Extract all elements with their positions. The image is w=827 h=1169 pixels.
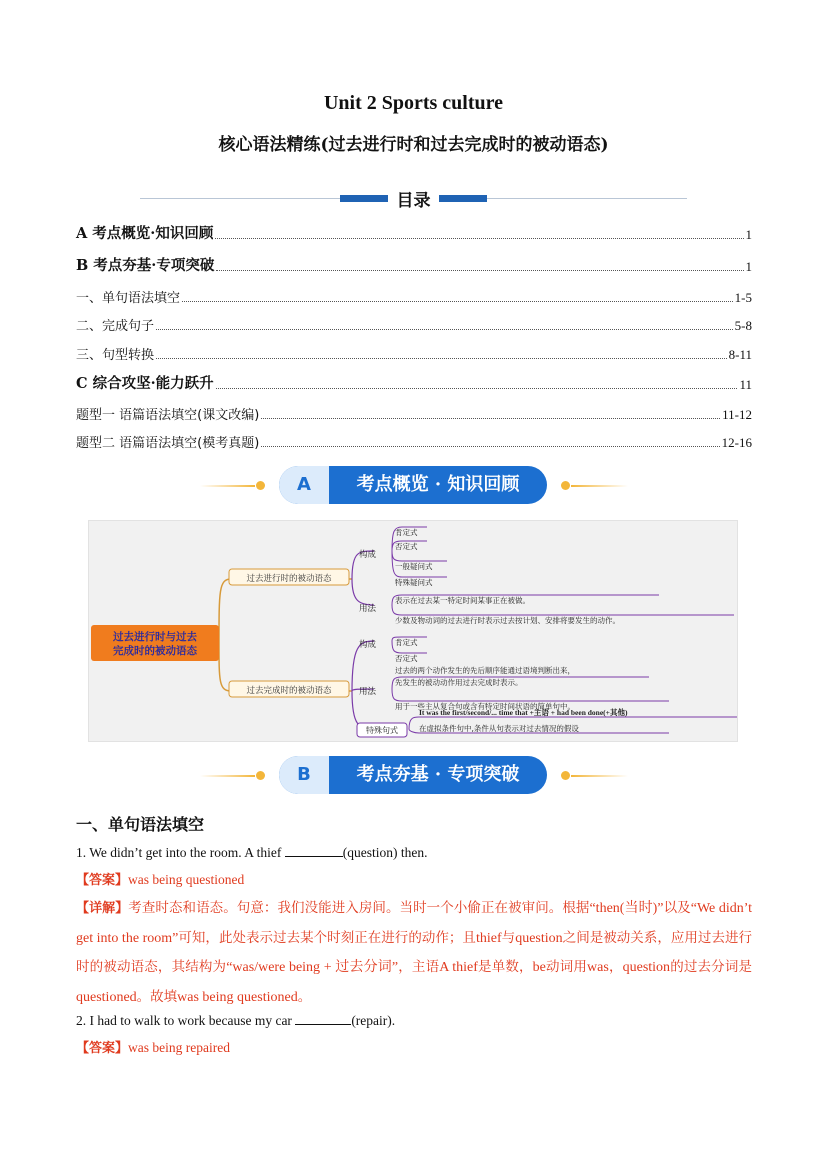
mindmap-b2-special: 特殊句式 — [366, 726, 398, 735]
answer-blank[interactable] — [285, 843, 343, 857]
section-heading: 一、单句语法填空 — [76, 815, 205, 834]
question-2: 2. I had to walk to work because my car (repair). — [76, 1013, 396, 1028]
mindmap-b1-use-item: 表示在过去某一特定时间某事正在被做。 — [395, 596, 530, 605]
banner-b-label: 考点夯基 · 专项突破 — [356, 764, 520, 785]
mindmap-b1-form-item: 一般疑问式 — [395, 562, 433, 571]
banner-a-letter: A — [279, 466, 329, 504]
toc-row[interactable] — [76, 432, 752, 451]
toc-row-text: 题型一 语篇语法填空(课文改编) — [76, 408, 260, 423]
mindmap-root-line2: 完成时的被动语态 — [113, 645, 197, 657]
toc-row[interactable] — [76, 315, 752, 334]
toc-row-page: 5-8 — [734, 318, 752, 333]
toc-row-text: A 考点概览·知识回顾 — [76, 225, 214, 242]
mindmap-b2-use-item: 用于一些主从复合句或含有特定时间状语的简单句中。 — [395, 702, 575, 711]
document-subtitle: 核心语法精练(过去进行时和过去完成时的被动语态) — [218, 135, 609, 155]
mindmap-special-item: 在虚拟条件句中,条件从句表示对过去情况的假设 — [419, 724, 579, 733]
mindmap-b2-use-line: 先发生的被动动作用过去完成时表示。 — [395, 678, 523, 687]
toc-row-text: 一、单句语法填空 — [76, 291, 181, 306]
mindmap-b2-form-item: 肯定式 — [395, 638, 418, 647]
section-banner-a — [200, 466, 628, 506]
section-banner-b — [200, 756, 628, 796]
mindmap-b1-form-item: 肯定式 — [395, 528, 418, 537]
banner-b-letter: B — [279, 756, 329, 794]
toc-row-page: 11-12 — [722, 407, 752, 422]
toc-heading — [140, 186, 687, 210]
grammar-mind-map — [88, 520, 738, 742]
mindmap-b2-use-line: 过去的两个动作发生的先后顺序能通过语境判断出来， — [395, 666, 575, 675]
mindmap-b1-form-item: 否定式 — [395, 542, 418, 551]
mindmap-b2-use: 用法 — [359, 687, 377, 697]
mindmap-b2-form: 构成 — [359, 640, 377, 650]
mindmap-b1-form-item: 特殊疑问式 — [395, 578, 433, 587]
toc-row-text: C 综合攻坚·能力跃升 — [76, 375, 214, 392]
toc-row[interactable] — [76, 404, 752, 423]
document-title: Unit 2 Sports culture — [323, 92, 504, 114]
toc-row[interactable] — [76, 222, 752, 243]
toc-row-page: 1-5 — [734, 290, 752, 305]
mindmap-b1-use: 用法 — [359, 604, 377, 614]
toc-row-page: 11 — [739, 377, 752, 392]
toc-row-page: 1 — [745, 259, 752, 274]
toc-row-page: 12-16 — [721, 435, 752, 450]
detail-1: 【详解】考查时态和语态。句意：我们没能进入房间。当时一个小偷正在被审问。根据“then(当时)”以及“We didn’t get into the room”可知，此处表示过去某个时刻正在进行的动作；且thief与question之间是被动关系，应用过去进行时的被动语态，其结构为“was/were being + 过去分词”，主语A thief是单数，be动词用was，question的过去分词是questioned。故填was being questioned。 — [76, 900, 753, 1005]
toc-row-text: B 考点夯基·专项突破 — [76, 257, 215, 274]
toc-row[interactable] — [76, 344, 752, 363]
toc-row-text: 三、句型转换 — [76, 348, 155, 363]
toc-heading-label: 目录 — [396, 191, 431, 211]
mindmap-b2-form-item: 否定式 — [395, 654, 418, 663]
toc-row-page: 8-11 — [728, 347, 752, 362]
toc-row[interactable] — [76, 372, 752, 393]
question-1: 1. We didn’t get into the room. A thief (question) then. — [76, 845, 428, 860]
mindmap-b1-use-item: 少数及物动词的过去进行时表示过去按计划、安排将要发生的动作。 — [395, 616, 620, 625]
answer-blank[interactable] — [295, 1011, 351, 1025]
mindmap-branch1: 过去进行时的被动语态 — [246, 574, 332, 584]
mindmap-root-line1: 过去进行时与过去 — [113, 631, 197, 643]
answer-1: 【答案】was being questioned — [76, 872, 245, 888]
answer-2: 【答案】was being repaired — [76, 1040, 230, 1056]
toc-row-text: 题型二 语篇语法填空(模考真题) — [76, 436, 260, 451]
banner-a-label: 考点概览 · 知识回顾 — [356, 474, 520, 495]
toc-row[interactable] — [76, 287, 752, 306]
mindmap-branch2: 过去完成时的被动语态 — [246, 686, 332, 696]
toc-row-page: 1 — [745, 227, 752, 242]
mindmap-special-item: It was the first/second/... time that +主语 + had been done(+其他) — [419, 708, 628, 717]
mindmap-b1-form: 构成 — [359, 550, 377, 560]
toc-row[interactable] — [76, 254, 752, 275]
toc-row-text: 二、完成句子 — [76, 319, 155, 334]
